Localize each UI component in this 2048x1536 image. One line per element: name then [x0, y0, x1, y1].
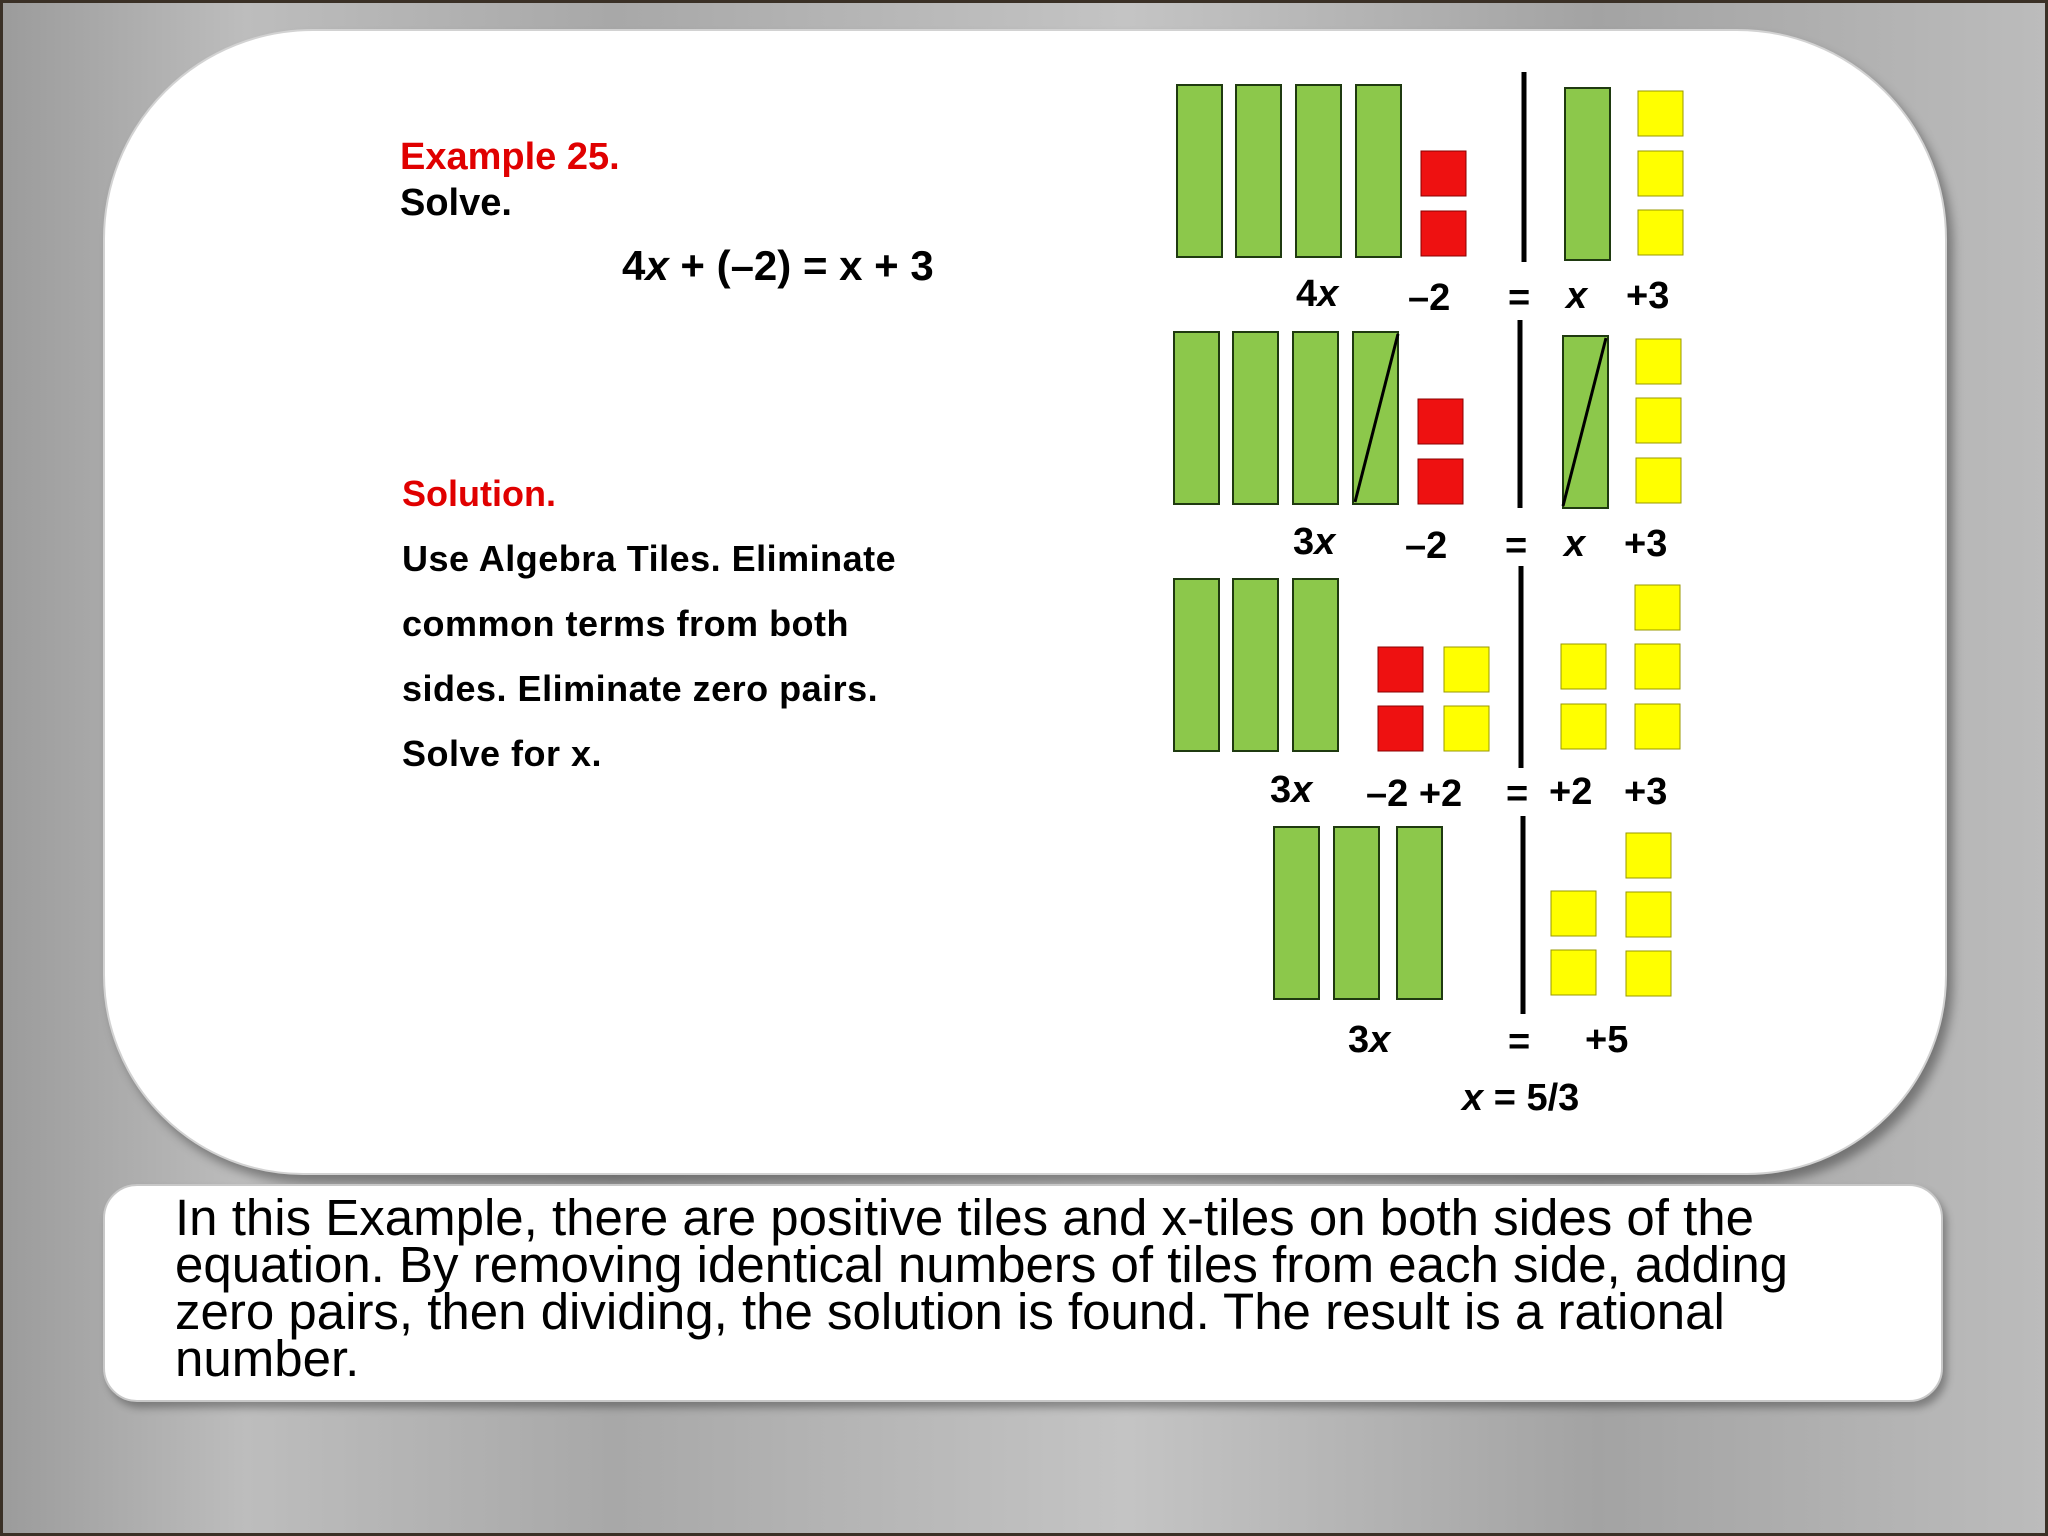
caption-text: In this Example, there are positive tiles and x-tiles on both sides of the equation. By removing identical numbers of tiles from each side, adding zero pairs, then dividing, the solution is found. The result is a rational number. — [175, 1189, 1789, 1387]
label-right-x: +2 — [1549, 771, 1593, 813]
label-right-unit: +5 — [1585, 1019, 1629, 1061]
x-tile — [1293, 332, 1338, 504]
label-equals: = — [1508, 1021, 1531, 1063]
x-tile — [1565, 88, 1610, 260]
label-left-unit: –2 — [1408, 277, 1451, 319]
example-heading: Example 25. — [400, 136, 620, 178]
label-right-unit: +3 — [1624, 523, 1668, 565]
solution-line-2: common terms from both — [402, 603, 850, 644]
positive-unit-tile — [1551, 950, 1596, 995]
x-tile — [1397, 827, 1442, 999]
positive-unit-tile — [1635, 704, 1680, 749]
x-tile — [1174, 579, 1219, 751]
x-tile — [1334, 827, 1379, 999]
x-tile — [1236, 85, 1281, 257]
x-tile — [1274, 827, 1319, 999]
label-left-x: 3x — [1270, 769, 1313, 811]
positive-unit-tile — [1635, 644, 1680, 689]
solution-heading: Solution. — [402, 473, 556, 514]
positive-unit-tile — [1636, 458, 1681, 503]
label-equals: = — [1505, 525, 1528, 567]
x-tile — [1177, 85, 1222, 257]
solution-line-4: Solve for x. — [402, 733, 603, 774]
positive-unit-tile — [1551, 891, 1596, 936]
positive-unit-tile — [1626, 833, 1671, 878]
label-left-x: 3x — [1293, 521, 1336, 563]
positive-unit-tile — [1561, 704, 1606, 749]
label-left-x: 3x — [1348, 1019, 1391, 1061]
label-right-x: x — [1564, 523, 1586, 565]
label-left-x: 4x — [1296, 273, 1339, 315]
x-tile — [1356, 85, 1401, 257]
positive-unit-tile — [1626, 951, 1671, 996]
x-tile — [1293, 579, 1338, 751]
negative-unit-tile — [1418, 459, 1463, 504]
equation-rest: + (–2) = x + 3 — [668, 242, 934, 289]
positive-unit-tile — [1636, 339, 1681, 384]
label-right-unit: +3 — [1624, 771, 1668, 813]
instruction-text: Solve. — [400, 182, 512, 224]
positive-unit-tile — [1444, 647, 1489, 692]
negative-unit-tile — [1378, 647, 1423, 692]
positive-unit-tile — [1638, 91, 1683, 136]
negative-unit-tile — [1421, 151, 1466, 196]
x-tile — [1296, 85, 1341, 257]
x-tile — [1174, 332, 1219, 504]
tile-row-1 — [1177, 72, 1683, 319]
equation-coefficient: 4 — [622, 242, 646, 289]
label-right-x: x — [1566, 275, 1588, 317]
label-left-unit: –2 — [1405, 525, 1448, 567]
label-right-unit: +3 — [1626, 275, 1670, 317]
x-tile — [1233, 579, 1278, 751]
solution-line-1: Use Algebra Tiles. Eliminate — [402, 538, 897, 579]
tile-row-3 — [1174, 566, 1680, 815]
tile-row-2 — [1174, 320, 1681, 567]
positive-unit-tile — [1444, 706, 1489, 751]
solution-answer — [1460, 1077, 1579, 1119]
positive-unit-tile — [1561, 644, 1606, 689]
answer-value: = 5/3 — [1483, 1077, 1580, 1119]
negative-unit-tile — [1421, 211, 1466, 256]
negative-unit-tile — [1378, 706, 1423, 751]
solution-line-3: sides. Eliminate zero pairs. — [402, 668, 879, 709]
positive-unit-tile — [1638, 210, 1683, 255]
positive-unit-tile — [1635, 585, 1680, 630]
label-equals: = — [1508, 277, 1531, 319]
caption-box — [103, 1184, 1943, 1402]
answer-variable: x — [1462, 1077, 1484, 1119]
positive-unit-tile — [1638, 151, 1683, 196]
negative-unit-tile — [1418, 399, 1463, 444]
equation-variable: x — [645, 242, 669, 289]
label-equals: = — [1506, 773, 1529, 815]
positive-unit-tile — [1626, 892, 1671, 937]
positive-unit-tile — [1636, 398, 1681, 443]
tile-row-4 — [1274, 816, 1671, 1063]
label-left-unit: –2 +2 — [1366, 773, 1463, 815]
x-tile — [1233, 332, 1278, 504]
